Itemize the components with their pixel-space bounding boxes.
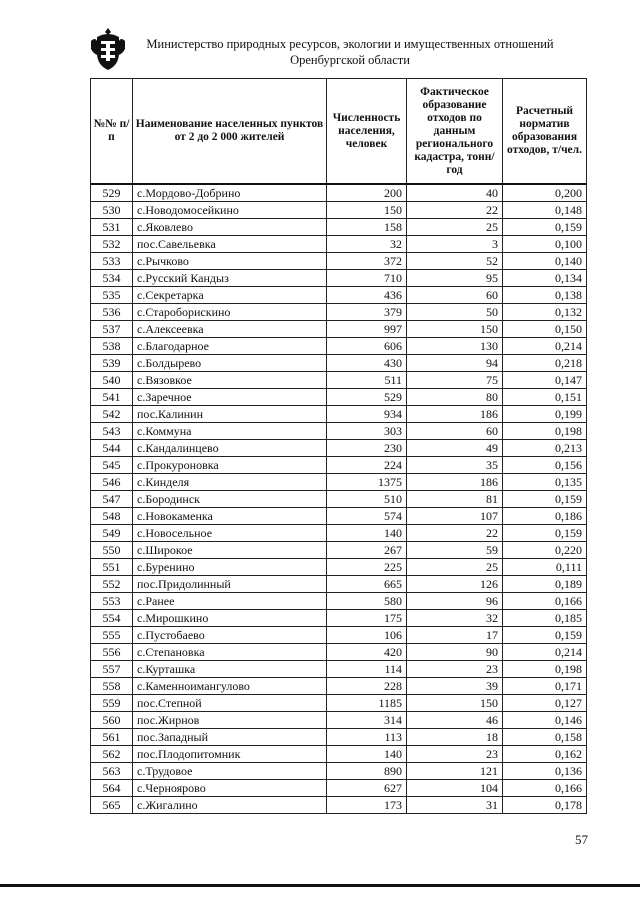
cell-population: 710 — [327, 270, 407, 287]
ministry-title-line1: Министерство природных ресурсов, экологии и имущественных отношений — [146, 37, 554, 51]
cell-row-number: 557 — [91, 661, 133, 678]
table-row — [91, 304, 587, 321]
cell-actual-waste: 22 — [407, 202, 503, 219]
table-row — [91, 372, 587, 389]
table-row — [91, 355, 587, 372]
cell-actual-waste: 50 — [407, 304, 503, 321]
table-row — [91, 406, 587, 423]
cell-population: 230 — [327, 440, 407, 457]
cell-row-number: 554 — [91, 610, 133, 627]
cell-actual-waste: 104 — [407, 780, 503, 797]
table-row — [91, 423, 587, 440]
cell-settlement-name: с.Курташка — [133, 661, 327, 678]
table-row — [91, 678, 587, 695]
table-row — [91, 474, 587, 491]
cell-waste-norm: 0,135 — [503, 474, 587, 491]
cell-actual-waste: 96 — [407, 593, 503, 610]
cell-waste-norm: 0,166 — [503, 780, 587, 797]
cell-waste-norm: 0,159 — [503, 525, 587, 542]
cell-waste-norm: 0,158 — [503, 729, 587, 746]
table-row — [91, 287, 587, 304]
cell-settlement-name: с.Пустобаево — [133, 627, 327, 644]
cell-waste-norm: 0,132 — [503, 304, 587, 321]
cell-population: 379 — [327, 304, 407, 321]
cell-actual-waste: 32 — [407, 610, 503, 627]
cell-row-number: 564 — [91, 780, 133, 797]
table-row — [91, 593, 587, 610]
page-number: 57 — [575, 832, 588, 847]
cell-waste-norm: 0,159 — [503, 627, 587, 644]
cell-row-number: 555 — [91, 627, 133, 644]
cell-row-number: 530 — [91, 202, 133, 219]
cell-settlement-name: пос.Западный — [133, 729, 327, 746]
cell-population: 1185 — [327, 695, 407, 712]
cell-population: 372 — [327, 253, 407, 270]
cell-actual-waste: 94 — [407, 355, 503, 372]
cell-population: 228 — [327, 678, 407, 695]
cell-settlement-name: пос.Жирнов — [133, 712, 327, 729]
ministry-header — [140, 36, 560, 68]
table-row — [91, 661, 587, 678]
column-header-number: №№ п/п — [91, 79, 133, 185]
cell-row-number: 546 — [91, 474, 133, 491]
cell-row-number: 531 — [91, 219, 133, 236]
cell-row-number: 534 — [91, 270, 133, 287]
cell-population: 580 — [327, 593, 407, 610]
cell-actual-waste: 17 — [407, 627, 503, 644]
table-row — [91, 780, 587, 797]
cell-row-number: 529 — [91, 184, 133, 202]
cell-actual-waste: 25 — [407, 559, 503, 576]
coat-of-arms-icon — [89, 27, 127, 71]
table-row — [91, 525, 587, 542]
cell-population: 267 — [327, 542, 407, 559]
cell-row-number: 543 — [91, 423, 133, 440]
table-row — [91, 253, 587, 270]
cell-settlement-name: с.Бородинск — [133, 491, 327, 508]
cell-settlement-name: с.Новокаменка — [133, 508, 327, 525]
cell-waste-norm: 0,198 — [503, 423, 587, 440]
cell-settlement-name: с.Черноярово — [133, 780, 327, 797]
cell-actual-waste: 31 — [407, 797, 503, 814]
cell-population: 529 — [327, 389, 407, 406]
column-header-actual-waste: Фактическое образование отходов по данным регионального кадастра, тонн/год — [407, 79, 503, 185]
cell-actual-waste: 90 — [407, 644, 503, 661]
cell-actual-waste: 35 — [407, 457, 503, 474]
cell-population: 225 — [327, 559, 407, 576]
cell-population: 114 — [327, 661, 407, 678]
cell-actual-waste: 59 — [407, 542, 503, 559]
table-row — [91, 627, 587, 644]
table-row — [91, 644, 587, 661]
table-row — [91, 236, 587, 253]
cell-population: 140 — [327, 525, 407, 542]
cell-population: 314 — [327, 712, 407, 729]
cell-row-number: 545 — [91, 457, 133, 474]
cell-population: 420 — [327, 644, 407, 661]
cell-settlement-name: с.Жигалино — [133, 797, 327, 814]
cell-settlement-name: с.Степановка — [133, 644, 327, 661]
cell-actual-waste: 60 — [407, 423, 503, 440]
cell-waste-norm: 0,134 — [503, 270, 587, 287]
cell-waste-norm: 0,100 — [503, 236, 587, 253]
cell-actual-waste: 40 — [407, 184, 503, 202]
cell-actual-waste: 107 — [407, 508, 503, 525]
cell-actual-waste: 75 — [407, 372, 503, 389]
cell-row-number: 536 — [91, 304, 133, 321]
cell-settlement-name: с.Ранее — [133, 593, 327, 610]
cell-row-number: 556 — [91, 644, 133, 661]
cell-actual-waste: 52 — [407, 253, 503, 270]
table-row — [91, 508, 587, 525]
column-header-population: Численность населения, человек — [327, 79, 407, 185]
cell-row-number: 552 — [91, 576, 133, 593]
cell-row-number: 558 — [91, 678, 133, 695]
table-row — [91, 457, 587, 474]
cell-settlement-name: с.Русский Кандыз — [133, 270, 327, 287]
cell-population: 574 — [327, 508, 407, 525]
cell-waste-norm: 0,200 — [503, 184, 587, 202]
table-row — [91, 797, 587, 814]
cell-settlement-name: с.Староборискино — [133, 304, 327, 321]
table-row — [91, 219, 587, 236]
cell-actual-waste: 150 — [407, 695, 503, 712]
cell-actual-waste: 3 — [407, 236, 503, 253]
cell-population: 665 — [327, 576, 407, 593]
table-row — [91, 321, 587, 338]
cell-waste-norm: 0,138 — [503, 287, 587, 304]
cell-waste-norm: 0,151 — [503, 389, 587, 406]
cell-population: 106 — [327, 627, 407, 644]
cell-row-number: 565 — [91, 797, 133, 814]
cell-waste-norm: 0,148 — [503, 202, 587, 219]
cell-settlement-name: с.Широкое — [133, 542, 327, 559]
cell-waste-norm: 0,186 — [503, 508, 587, 525]
cell-row-number: 561 — [91, 729, 133, 746]
cell-waste-norm: 0,189 — [503, 576, 587, 593]
cell-settlement-name: с.Алексеевка — [133, 321, 327, 338]
cell-actual-waste: 150 — [407, 321, 503, 338]
cell-population: 140 — [327, 746, 407, 763]
table-row — [91, 542, 587, 559]
cell-actual-waste: 46 — [407, 712, 503, 729]
ministry-title-line2: Оренбургской области — [290, 53, 410, 67]
cell-waste-norm: 0,156 — [503, 457, 587, 474]
cell-row-number: 547 — [91, 491, 133, 508]
cell-settlement-name: с.Коммуна — [133, 423, 327, 440]
table-row — [91, 576, 587, 593]
cell-population: 510 — [327, 491, 407, 508]
cell-population: 113 — [327, 729, 407, 746]
cell-settlement-name: с.Новосельное — [133, 525, 327, 542]
cell-row-number: 538 — [91, 338, 133, 355]
cell-actual-waste: 23 — [407, 746, 503, 763]
cell-actual-waste: 49 — [407, 440, 503, 457]
cell-settlement-name: с.Заречное — [133, 389, 327, 406]
cell-actual-waste: 23 — [407, 661, 503, 678]
cell-waste-norm: 0,218 — [503, 355, 587, 372]
table-row — [91, 610, 587, 627]
cell-settlement-name: с.Кинделя — [133, 474, 327, 491]
cell-row-number: 563 — [91, 763, 133, 780]
cell-population: 627 — [327, 780, 407, 797]
cell-waste-norm: 0,127 — [503, 695, 587, 712]
column-header-settlement: Наименование населенных пунктов от 2 до 2 000 жителей — [133, 79, 327, 185]
table-row — [91, 712, 587, 729]
cell-population: 224 — [327, 457, 407, 474]
cell-row-number: 541 — [91, 389, 133, 406]
cell-actual-waste: 22 — [407, 525, 503, 542]
cell-waste-norm: 0,150 — [503, 321, 587, 338]
table-row — [91, 389, 587, 406]
cell-row-number: 559 — [91, 695, 133, 712]
cell-waste-norm: 0,199 — [503, 406, 587, 423]
cell-waste-norm: 0,185 — [503, 610, 587, 627]
cell-settlement-name: пос.Степной — [133, 695, 327, 712]
cell-waste-norm: 0,146 — [503, 712, 587, 729]
cell-settlement-name: с.Кандалинцево — [133, 440, 327, 457]
cell-settlement-name: пос.Калинин — [133, 406, 327, 423]
cell-actual-waste: 39 — [407, 678, 503, 695]
cell-actual-waste: 25 — [407, 219, 503, 236]
cell-row-number: 551 — [91, 559, 133, 576]
cell-population: 1375 — [327, 474, 407, 491]
cell-settlement-name: с.Вязовкое — [133, 372, 327, 389]
cell-actual-waste: 121 — [407, 763, 503, 780]
cell-settlement-name: с.Мордово-Добрино — [133, 184, 327, 202]
cell-actual-waste: 186 — [407, 474, 503, 491]
column-header-waste-norm: Расчетный норматив образования отходов, т/чел. — [503, 79, 587, 185]
cell-population: 303 — [327, 423, 407, 440]
cell-waste-norm: 0,159 — [503, 491, 587, 508]
cell-waste-norm: 0,159 — [503, 219, 587, 236]
cell-population: 997 — [327, 321, 407, 338]
cell-population: 150 — [327, 202, 407, 219]
table-row — [91, 270, 587, 287]
cell-row-number: 539 — [91, 355, 133, 372]
cell-waste-norm: 0,178 — [503, 797, 587, 814]
cell-row-number: 537 — [91, 321, 133, 338]
cell-population: 436 — [327, 287, 407, 304]
table-row — [91, 729, 587, 746]
cell-waste-norm: 0,166 — [503, 593, 587, 610]
cell-settlement-name: с.Благодарное — [133, 338, 327, 355]
cell-actual-waste: 80 — [407, 389, 503, 406]
cell-row-number: 540 — [91, 372, 133, 389]
cell-waste-norm: 0,213 — [503, 440, 587, 457]
cell-row-number: 533 — [91, 253, 133, 270]
table-row — [91, 440, 587, 457]
cell-waste-norm: 0,140 — [503, 253, 587, 270]
cell-settlement-name: пос.Савельевка — [133, 236, 327, 253]
cell-settlement-name: с.Новодомосейкино — [133, 202, 327, 219]
table-row — [91, 763, 587, 780]
cell-row-number: 560 — [91, 712, 133, 729]
cell-population: 175 — [327, 610, 407, 627]
cell-waste-norm: 0,171 — [503, 678, 587, 695]
cell-actual-waste: 95 — [407, 270, 503, 287]
cell-actual-waste: 130 — [407, 338, 503, 355]
cell-settlement-name: с.Буренино — [133, 559, 327, 576]
cell-population: 200 — [327, 184, 407, 202]
cell-population: 511 — [327, 372, 407, 389]
cell-row-number: 532 — [91, 236, 133, 253]
cell-settlement-name: пос.Плодопитомник — [133, 746, 327, 763]
cell-row-number: 553 — [91, 593, 133, 610]
cell-row-number: 549 — [91, 525, 133, 542]
cell-population: 934 — [327, 406, 407, 423]
cell-waste-norm: 0,214 — [503, 644, 587, 661]
table-row — [91, 338, 587, 355]
cell-settlement-name: с.Трудовое — [133, 763, 327, 780]
waste-norms-table — [90, 78, 587, 814]
cell-row-number: 562 — [91, 746, 133, 763]
cell-waste-norm: 0,214 — [503, 338, 587, 355]
table-body — [91, 184, 587, 814]
cell-settlement-name: с.Каменноимангулово — [133, 678, 327, 695]
cell-waste-norm: 0,147 — [503, 372, 587, 389]
cell-waste-norm: 0,198 — [503, 661, 587, 678]
cell-row-number: 548 — [91, 508, 133, 525]
cell-actual-waste: 186 — [407, 406, 503, 423]
cell-settlement-name: с.Секретарка — [133, 287, 327, 304]
cell-population: 606 — [327, 338, 407, 355]
table-row — [91, 559, 587, 576]
cell-settlement-name: с.Болдырево — [133, 355, 327, 372]
footer-divider — [0, 884, 640, 887]
cell-waste-norm: 0,111 — [503, 559, 587, 576]
cell-actual-waste: 60 — [407, 287, 503, 304]
cell-population: 158 — [327, 219, 407, 236]
cell-actual-waste: 18 — [407, 729, 503, 746]
cell-row-number: 535 — [91, 287, 133, 304]
cell-settlement-name: с.Рычково — [133, 253, 327, 270]
cell-settlement-name: с.Прокуроновка — [133, 457, 327, 474]
cell-waste-norm: 0,220 — [503, 542, 587, 559]
cell-waste-norm: 0,162 — [503, 746, 587, 763]
cell-row-number: 550 — [91, 542, 133, 559]
cell-population: 173 — [327, 797, 407, 814]
cell-actual-waste: 126 — [407, 576, 503, 593]
table-row — [91, 746, 587, 763]
cell-waste-norm: 0,136 — [503, 763, 587, 780]
cell-row-number: 542 — [91, 406, 133, 423]
table-header-row — [91, 79, 587, 185]
cell-population: 430 — [327, 355, 407, 372]
table-row — [91, 184, 587, 202]
cell-settlement-name: с.Мирошкино — [133, 610, 327, 627]
cell-population: 890 — [327, 763, 407, 780]
cell-population: 32 — [327, 236, 407, 253]
table-row — [91, 202, 587, 219]
cell-settlement-name: с.Яковлево — [133, 219, 327, 236]
table-row — [91, 491, 587, 508]
cell-settlement-name: пос.Придолинный — [133, 576, 327, 593]
cell-row-number: 544 — [91, 440, 133, 457]
table-row — [91, 695, 587, 712]
cell-actual-waste: 81 — [407, 491, 503, 508]
